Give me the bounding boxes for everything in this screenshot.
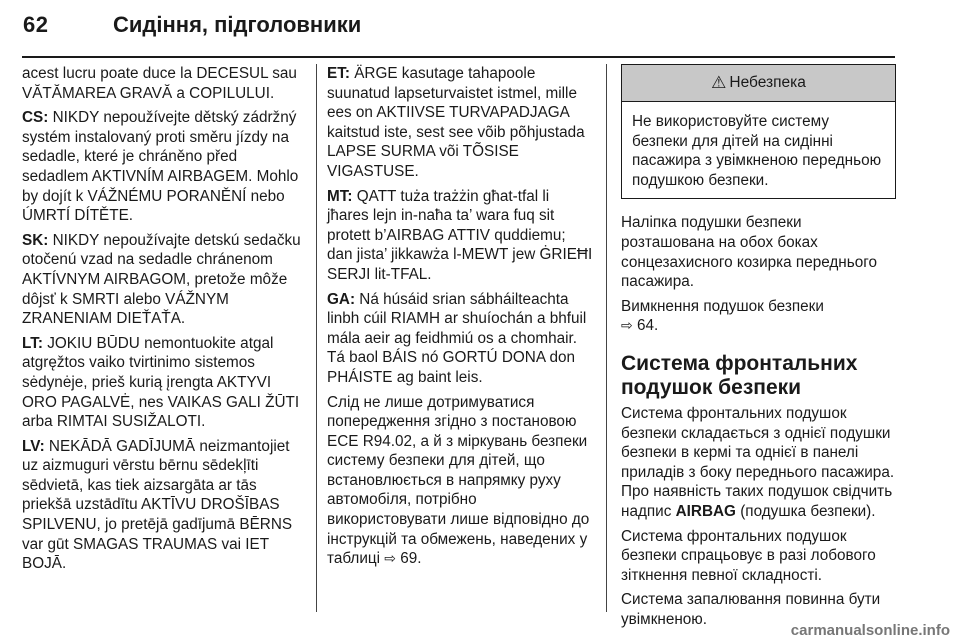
paragraph-text: JOKIU BŪDU nemontuokite atgal atgręžtos vaiko tvirtinimo sistemos sėdynėje, prieš kurią įrengta AKTYVI ORO PAGALVĖ, nes VAIKAS GALI ŽŪTI arba RIMTAI SUSIŽALOTI. [22,334,300,431]
lang-code: CS: [22,109,49,127]
disable-paragraph [621,297,896,336]
paragraph-sk [22,231,304,329]
lang-code: ET: [327,65,350,82]
column-divider [606,64,607,612]
page-ref-arrow-icon: ⇨ [384,550,397,567]
label-paragraph: Наліпка подушки безпеки розташована на обох боках сонцезахисного козирка переднього пасажира. [621,214,877,291]
paragraph-text: Ná húsáid srian sábháilteachta linbh cúil RIAMH ar shuíochán a bhfuil mála aeir ag feidhmiú os a chomhair. Tá baol BÁIS nó GORTÚ DONA don PHÁISTE ag baint leis. [327,290,587,386]
column-1 [22,64,304,579]
paragraph-lv [22,437,304,574]
airbag-label: AIRBAG [675,502,736,520]
warning-header [622,65,895,102]
paragraph-text: (подушка безпеки). [740,502,876,520]
paragraph-text: QATT tuża trażżin għat-tfal li jħares lejn in-naħa ta’ wara fuq sit protett b’AIRBAG ATTIV quddiemu; dan jista’ jikkawża l-MEWT jew ĠRIEĦI SERJI lit-TFAL. [327,187,593,283]
page-number: 62 [23,12,49,37]
paragraph-et [327,64,595,182]
paragraph-text: Слід не лише дотримуватися попередження згідно з постановою ECE R94.02, а й з міркувань безпеки систему безпеки для дітей, що встановлюється в напрямку руху автомобіля, потрібно використовувати лише відповідно до інструкцій та обмежень, наведених у таблиці [327,393,590,568]
paragraph-text: NIKDY nepoužívejte dětský zádržný systém instalovaný proti směru jízdy na sedadle, které je chráněno před sedadlem AKTIVNÍM AIRBAGEM. Mohlo by dojít k VÁŽNÉMU PORANĚNÍ nebo ÚMRTÍ DÍTĚTE. [22,109,299,225]
warning-text: Не використовуйте систему безпеки для дітей на сидінні пасажира з увімкненою передньою подушкою безпеки. [632,113,882,189]
lang-code: SK: [22,231,49,249]
column-2 [327,64,595,574]
lang-code: GA: [327,290,356,308]
body-paragraph: Система запалювання повинна бути увімкненою. [621,591,881,628]
paragraph-ga [327,290,595,388]
lang-code: LT: [22,334,43,352]
body-paragraph: Система фронтальних подушок безпеки спрацьовує в разі лобового зіткнення певної складності. [621,527,876,584]
paragraph-ua [327,393,595,569]
paragraph-text: NIKDY nepoužívajte detskú sedačku otočenú vzad na sedadle chránenom AKTÍVNYM AIRBAGOM, pretože môže dôjsť k SMRTI alebo VÁŽNYM ZRANENIAM DIEŤAŤA. [22,231,301,328]
paragraph-cs [22,108,304,226]
paragraph-text: ÄRGE kasutage tahapoole suunatud lapseturvaistet istmel, mille ees on AKTIIVSE TURVAPADJAGA kaitstud iste, sest see võib põhjustada LAPSE SURMA või TÕSISE VIGASTUSE. [327,65,585,180]
warning-title: Небезпека [729,74,806,92]
page-ref[interactable]: 69. [400,550,422,568]
watermark: carmanualsonline.info [790,622,950,639]
intro-paragraph: acest lucru poate duce la DECESUL sau VĂTĂMAREA GRAVĂ a COPILULUI. [22,65,297,102]
paragraph-text: NEKĀDĀ GADĪJUMĀ neizmantojiet uz aizmuguri vērstu bērnu sēdekļīti sēdvietā, kas tiek aizsargāta ar tās priekšā uzstādītu AKTĪVU DROŠĪBAS SPILVENU, jo pretējā gadījumā BĒRNS var gūt SMAGAS TRAUMAS vai IET BOJĀ. [22,437,293,573]
paragraph-text: Вимкнення подушок безпеки [621,297,824,315]
page-header [0,0,960,56]
warning-triangle-icon: ⚠ [711,73,727,93]
section-title: Система фронтальних подушок безпеки [621,351,858,399]
column-divider [316,64,317,612]
header-rule [22,56,895,58]
paragraph-lt [22,334,304,432]
paragraph-mt [327,187,595,285]
paragraph-text: Система фронтальних подушок безпеки складається з однієї подушки безпеки в кермі та однієї в панелі приладів з боку переднього пасажира. Про наявність таких подушок свідчить надпис [621,404,895,520]
lang-code: LV: [22,437,45,455]
page-ref-arrow-icon: ⇨ [621,317,633,334]
page-ref[interactable]: 64. [636,317,659,335]
column-3 [621,64,896,634]
lang-code: MT: [327,187,353,205]
body-paragraph [621,404,896,522]
warning-box [621,64,896,199]
page-title: Сидіння, підголовники [113,12,362,37]
